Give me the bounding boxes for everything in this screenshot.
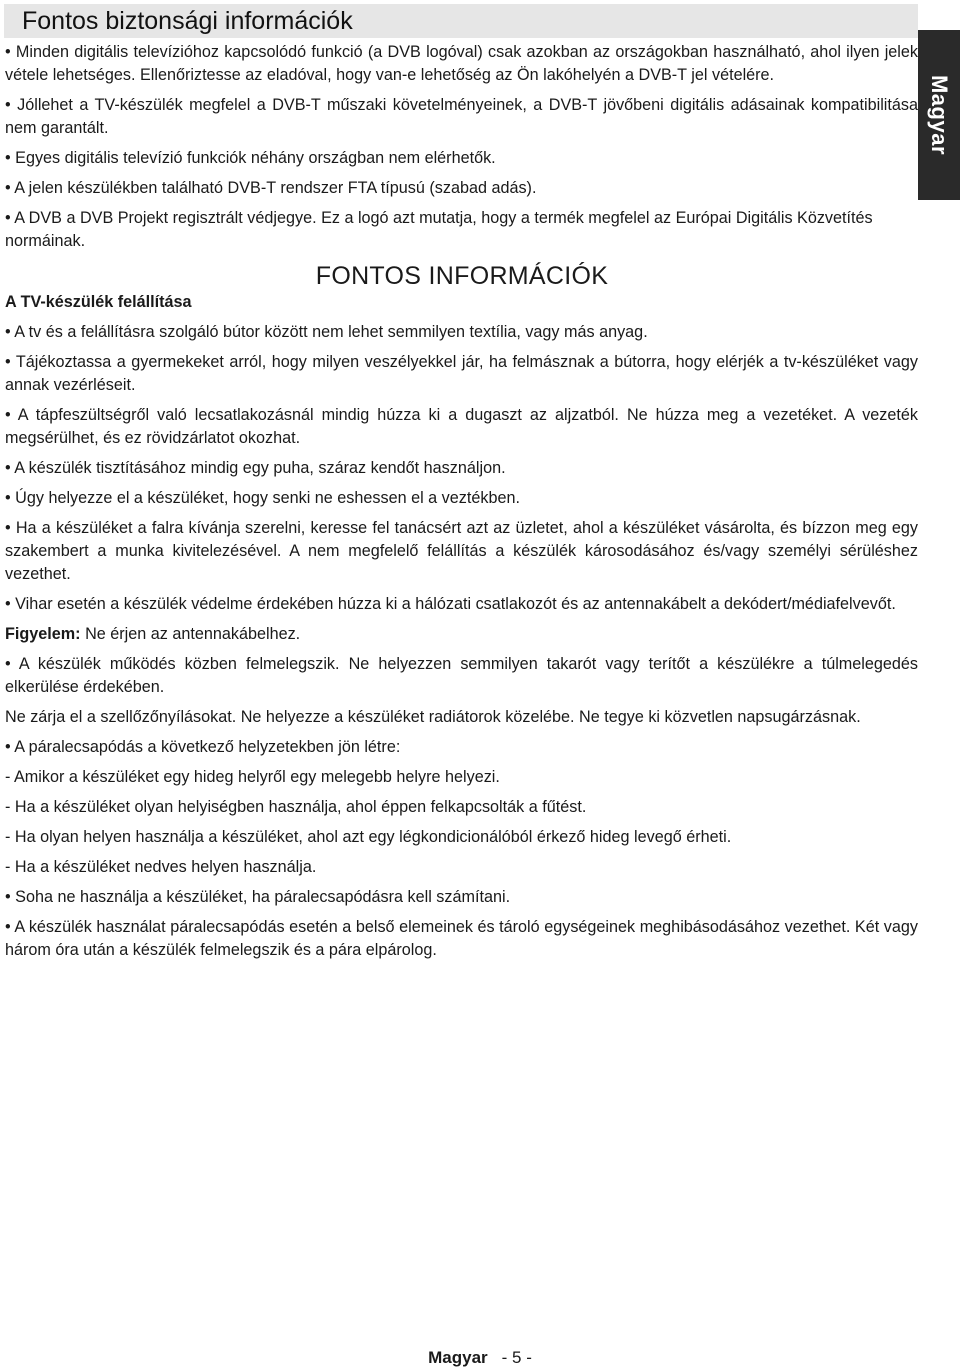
page-number: - 5 - xyxy=(501,1348,532,1367)
setup-item-15: • Soha ne használja a készüléket, ha páralecsapódásra kell számítani. xyxy=(5,888,511,906)
setup-item-10: • A páralecsapódás a következő helyzetekben jön létre: xyxy=(5,738,401,756)
setup-item-2: • Tájékoztassa a gyermekeket arról, hogy milyen veszélyekkel jár, ha felmásznak a bútorra, hogy elérjék a tv-készüléket vagy annak vezérléseit. xyxy=(5,353,918,394)
setup-subheading: A TV-készülék felállítása xyxy=(5,293,192,311)
setup-item-5: • Úgy helyezze el a készüléket, hogy senki ne eshessen el a veztékben. xyxy=(5,489,520,507)
dvb-note-2: • Jóllehet a TV-készülék megfelel a DVB-T műszaki követelményeinek, a DVB-T jövőbeni digitális adásainak kompatibilitása nem garantált. xyxy=(5,96,918,137)
setup-item-13: - Ha olyan helyen használja a készüléket, ahol azt egy légkondicionálóból érkező hideg levegő érheti. xyxy=(5,828,732,846)
setup-item-7: • Vihar esetén a készülék védelme érdekében húzza ki a hálózati csatlakozót és az antennakábelt a dekódert/médiafelvevőt. xyxy=(5,595,896,613)
setup-item-1: • A tv és a felállításra szolgáló bútor között nem lehet semmilyen textília, vagy más anyag. xyxy=(5,323,648,341)
attention-note xyxy=(5,623,918,646)
setup-item-11: - Amikor a készüléket egy hideg helyről egy melegebb helyre helyezi. xyxy=(5,768,500,786)
setup-item-16: • A készülék használat páralecsapódás esetén a belső elemeinek és tároló egységeinek meghibásodásához vezethet. Két vagy három óra után a készülék felmelegszik és a pára elpárolog. xyxy=(5,918,918,959)
setup-item-3: • A tápfeszültségről való lecsatlakozásnál mindig húzza ki a dugaszt az aljzatból. Ne húzza meg a vezetéket. A vezeték megsérülhet, és ez rövidzárlatot okozhat. xyxy=(5,406,918,447)
setup-item-12: - Ha a készüléket olyan helyiségben használja, ahol éppen felkapcsolták a fűtést. xyxy=(5,798,587,816)
document-body xyxy=(5,41,918,969)
page-title: Fontos biztonsági információk xyxy=(22,7,353,35)
setup-item-4: • A készülék tisztításához mindig egy puha, száraz kendőt használjon. xyxy=(5,459,506,477)
setup-item-8: • A készülék működés közben felmelegszik. Ne helyezzen semmilyen takarót vagy terítőt a készülékre a túlmelegedés elkerülése érdekében. xyxy=(5,655,918,696)
setup-item-14: - Ha a készüléket nedves helyen használja. xyxy=(5,858,317,876)
page-header xyxy=(4,4,918,38)
dvb-note-4: • A jelen készülékben található DVB-T rendszer FTA típusú (szabad adás). xyxy=(5,179,537,197)
page-footer xyxy=(0,1347,960,1369)
dvb-note-5: • A DVB a DVB Projekt regisztrált védjegye. Ez a logó azt mutatja, hogy a termék megfelel az Európai Digitális Közvetítés normáinak. xyxy=(5,209,873,250)
attention-label: Figyelem: xyxy=(5,625,81,643)
attention-text: Ne érjen az antennakábelhez. xyxy=(80,625,301,643)
important-info-heading: FONTOS INFORMÁCIÓK xyxy=(315,262,609,290)
setup-item-9: Ne zárja el a szellőzőnyílásokat. Ne helyezze a készüléket radiátorok közelébe. Ne tegye ki közvetlen napsugárzásnak. xyxy=(5,708,861,726)
language-tab-label: Magyar xyxy=(927,74,952,156)
language-side-tab xyxy=(918,30,960,200)
dvb-note-1: • Minden digitális televízióhoz kapcsolódó funkció (a DVB logóval) csak azokban az országokban használható, ahol ilyen jelek vétele lehetséges. Ellenőriztesse az eladóval, hogy van-e lehetőség az Ön lakóhelyén a DVB-T jel vételére. xyxy=(5,43,918,84)
dvb-note-3: • Egyes digitális televízió funkciók néhány országban nem elérhetők. xyxy=(5,149,496,167)
footer-language: Magyar xyxy=(428,1348,488,1367)
setup-item-6: • Ha a készüléket a falra kívánja szerelni, keresse fel tanácsért azt az üzletet, ahol a készüléket vásárolta, és bízzon meg egy szakembert a munka kivitelezésével. A nem megfelelő felállítás a készülék károsodásához és/vagy személyi sérüléshez vezethet. xyxy=(5,519,918,583)
